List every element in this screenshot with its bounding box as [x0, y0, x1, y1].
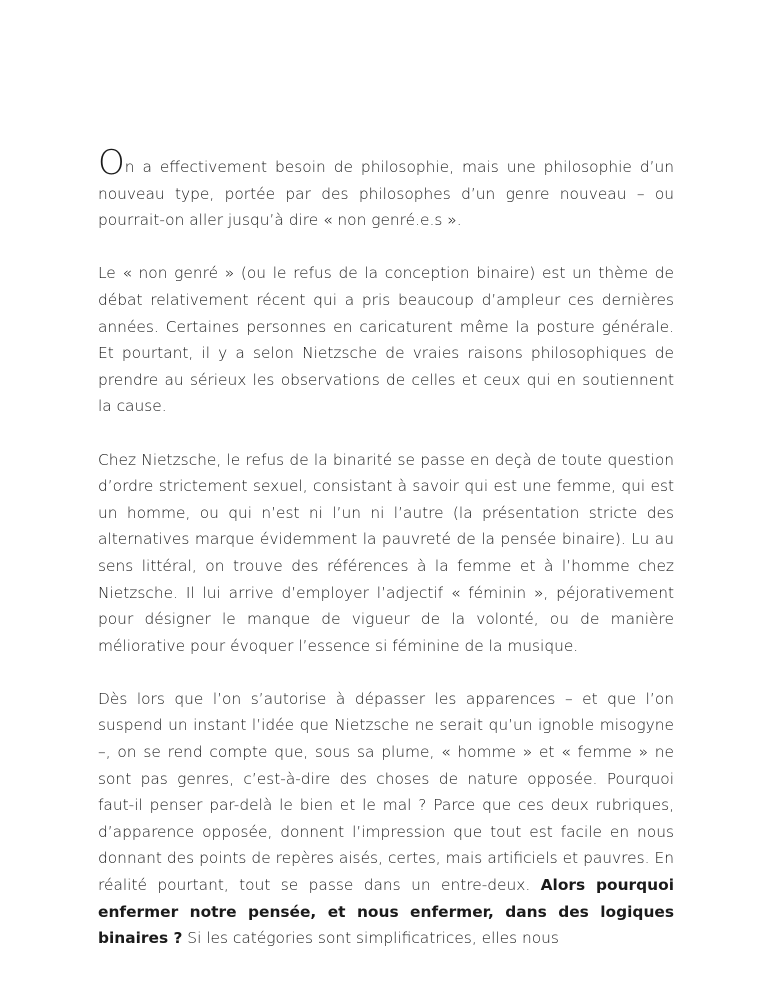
- paragraph-4: [98, 686, 674, 952]
- bold-question: Alors pourquoi enfermer notre pensée, et nous enfermer, dans des logiques binaires ?: [98, 876, 674, 948]
- paragraph-text: Chez Nietzsche, le refus de la binarité se passe en deçà de toute question d’ordre strictement sexuel, consistant à savoir qui est une femme, qui est un homme, ou qui n’est ni l’un ni l’autre (la présentation stricte des alternatives marque évidemment la pauvreté de la pensée binaire). Lu au sens littéral, on trouve des références à la femme et à l’homme chez Nietzsche. Il lui arrive d’employer l’adjectif « féminin », péjorativement pour désigner le manque de vigueur de la volonté, ou de manière méliorative pour évoquer l’essence si féminine de la musique.: [98, 450, 674, 655]
- drop-cap: O: [98, 143, 125, 183]
- paragraph-1: [98, 143, 674, 234]
- paragraph-3: [98, 447, 674, 660]
- paragraph-2: [98, 260, 674, 420]
- paragraph-text: Le « non genré » (ou le refus de la conception binaire) est un thème de débat relativement récent qui a pris beaucoup d’ampleur ces dernières années. Certaines personnes en caricaturent même la posture générale. Et pourtant, il y a selon Nietzsche de vraies raisons philosophiques de prendre au sérieux les observations de celles et ceux qui en soutiennent la cause.: [98, 264, 674, 416]
- document-body: [98, 143, 674, 978]
- paragraph-text: n a effectivement besoin de philosophie, mais une philosophie d’un nouveau type, portée par des philosophes d’un genre nouveau – ou pourrait-on aller jusqu’à dire « non genré.e.s ».: [98, 158, 674, 230]
- paragraph-text-continued: Si les catégories sont simplificatrices, elles nous: [187, 929, 559, 948]
- paragraph-text: Dès lors que l’on s’autorise à dépasser les apparences – et que l’on suspend un instant l’idée que Nietzsche ne serait qu’un ignoble misogyne –, on se rend compte que, sous sa plume, « homme » et « femme » ne sont pas genres, c’est-à-dire des choses de nature opposée. Pourquoi faut-il penser par-delà le bien et le mal ? Parce que ces deux rubriques, d’apparence opposée, donnent l’impression que tout est facile en nous donnant des points de repères aisés, certes, mais artificiels et pauvres. En réalité pourtant, tout se passe dans un entre-deux.: [98, 689, 674, 895]
